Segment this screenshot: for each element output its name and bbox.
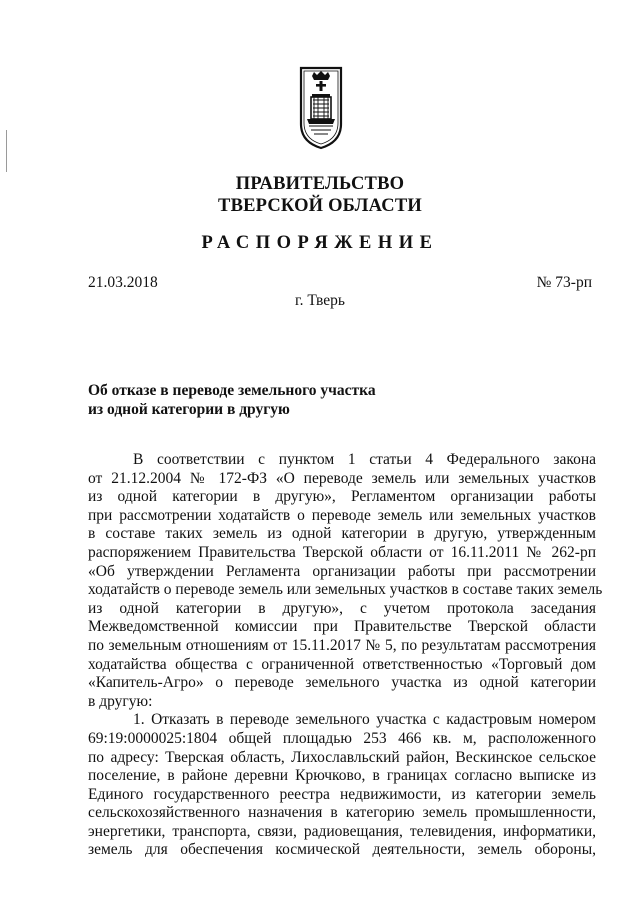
document-city: г. Тверь (295, 292, 345, 309)
body-line: 69:19:0000025:1804 общей площадью 253 466 кв. м, расположенного (88, 729, 596, 747)
government-name-line1: ПРАВИТЕЛЬСТВО (235, 174, 405, 194)
document-subject (88, 382, 376, 419)
tver-coat-of-arms-icon (299, 66, 343, 150)
body-line: энергетики, транспорта, связи, радиовещания, телевидения, информатики, (88, 822, 596, 840)
subject-line-1: Об отказе в переводе земельного участка (88, 382, 376, 399)
body-line: ходатайства общества с ограниченной ответственностью «Торговый дом (88, 655, 596, 673)
body-line: «Капитель-Агро» о переводе земельного участка из одной категории (88, 674, 596, 692)
body-line: В соответствии с пунктом 1 статьи 4 Федерального закона (133, 451, 596, 468)
body-line: при рассмотрении ходатайств о переводе земель или земельных участков (88, 506, 596, 524)
document-body (88, 451, 603, 860)
document-date: 21.03.2018 (88, 274, 158, 291)
body-line: по адресу: Тверская область, Лихославльский район, Вескинское сельское (88, 748, 596, 766)
body-line: по земельным отношениям от 15.11.2017 № 5, по результатам рассмотрения (88, 636, 596, 654)
body-line: поселение, в районе деревни Крючково, в границах согласно выписке из (88, 767, 596, 785)
document-type-title: РАСПОРЯЖЕНИЕ (201, 233, 439, 253)
government-name-line2: ТВЕРСКОЙ ОБЛАСТИ (218, 196, 422, 216)
body-line: 1. Отказать в переводе земельного участка с кадастровым номером (133, 711, 596, 729)
body-line: Единого государственного реестра недвижимости, из категории земель (88, 785, 596, 803)
body-line: Межведомственной комиссии при Правительстве Тверской области (88, 618, 596, 636)
body-line: от 21.12.2004 № 172-ФЗ «О переводе земель или земельных участков (88, 469, 596, 487)
scan-margin-mark (6, 130, 7, 172)
body-line: сельскохозяйственного назначения в категорию земель промышленности, (88, 804, 596, 822)
body-line: из одной категории в другую», Регламентом организации работы (88, 488, 596, 506)
body-line: в другую: (88, 692, 153, 710)
document-number: № 73-рп (536, 274, 592, 291)
body-line: в составе таких земель из одной категории в другую, утвержденным (88, 525, 596, 543)
subject-line-2: из одной категории в другую (88, 400, 290, 418)
body-line: из одной категории в другую», с учетом протокола заседания (88, 599, 596, 617)
body-line: земель для обеспечения космической деятельности, земель обороны, (88, 841, 596, 859)
body-line: «Об утверждении Регламента организации работы при рассмотрении (88, 562, 596, 580)
body-line: распоряжением Правительства Тверской области от 16.11.2011 № 262-рп (88, 543, 596, 561)
body-line: ходатайств о переводе земель или земельных участков в составе таких земель (88, 581, 603, 599)
